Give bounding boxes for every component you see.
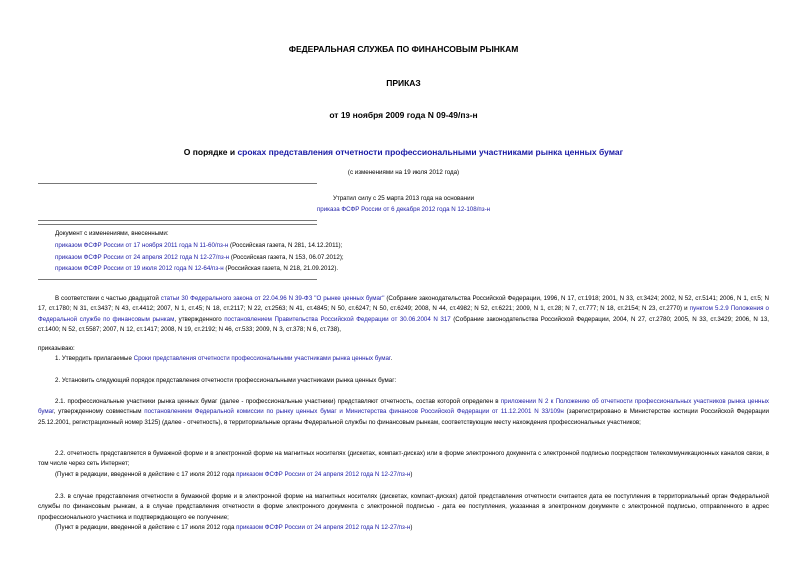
divider [38,224,317,225]
paragraph-2: 2. Установить следующий порядок представления отчетности профессиональными участниками рынка ценных бумаг: [55,377,397,384]
deadlines-link[interactable]: Сроки представления отчетности профессиональными участниками рынка ценных бумаг [133,355,391,362]
divider [38,183,317,184]
preamble-paragraph: В соответствии с частью двадцатой статьи 30 Федерального закона от 22.04.96 N 39-ФЗ "О рынке ценных бумаг" (Собрание законодательства Российской Федерации, 1996, N 17, ст.1918; 2001, N 33, ст.3424; 2002, N 52, ст.5141; 2006, N 1, ст.5; N 17, ст.1780; N 31, ст.3437; N 43, ст.4412; 2007, N 1, ст.45; N 18, ст.2117; N 22, ст.2563; N 41, ст.4845; N 50, ст.6247; N 50, ст.6249; 2008, N 44, ст.4982; N 52, ст.6221; 2009, N 1, ст.28; N 7, ст.777; N 18, ст.2154; N 23, ст.2770) и пунктом 5.2.9 Положения о Федеральной службе по финансовым рынкам, утвержденного постановлением Правительства Российской Федерации от 30.06.2004 N 317 (Собрание законодательства Российской Федерации, 2004, N 27, ст.2780; 2005, N 33, ст.3429; 2006, N 13, ст.1400; N 52, ст.5587; 2007, N 12, ст.1417; 2008, N 19, ст.2192; N 46, ст.533; 2009, N 3, ст.378; N 6, ст.738), [38,295,769,333]
amendments-intro: Документ с изменениями, внесенными: [55,230,169,237]
joint-decree-link[interactable]: постановлением Федеральной комиссии по рынку ценных бумаг и Министерства финансов Российской Федерации от 11.12.2001 N 33/109н [144,408,564,416]
appendix-link[interactable]: приложении N 2 к Положению об отчетности профессиональных участников рынка ценных бумаг [38,398,769,416]
document-title [0,147,807,157]
expired-notice: Утратил силу с 25 марта 2013 года на основании [332,195,475,202]
expired-link-line [0,205,807,215]
title-prefix: О порядке и [183,147,238,157]
amendment-link[interactable]: приказом ФСФР России от 19 июля 2012 года N 12-64/пз-н [55,265,224,272]
paragraph-2-2-note: (Пункт в редакции, введенной в действие с 17 июля 2012 года приказом ФСФР России от 24 апреля 2012 года N 12-27/пз-н) [55,471,413,478]
title-link[interactable]: сроках представления отчетности профессиональными участниками рынка ценных бумаг [237,147,624,157]
amendment-link[interactable]: приказом ФСФР России от 17 ноября 2011 года N 11-60/пз-н [55,242,229,249]
paragraph-2-3: 2.3. в случае представления отчетности в бумажной форме и в электронной форме на магнитных носителях (дискетах, компакт-дисках) датой представления отчетности считается дата ее поступления в территориальный орган Федеральной службы по финансовым рынкам, а в случае представления отчетности в форме электронного документа с электронной подписью - дата ее поступления, указанная в электронном документе с электронной подписью, отправленного в адрес профессионального участника и подтверждающего ее получение; [38,493,769,521]
amendment-item: приказом ФСФР России от 17 ноября 2011 года N 11-60/пз-н (Российская газета, N 281, 14.12.2011); [55,242,343,249]
divider [38,220,317,221]
government-decree-link[interactable]: постановлением Правительства Российской Федерации от 30.06.2004 N 317 [224,315,451,323]
amendment-link[interactable]: приказом ФСФР России от 24 апреля 2012 года N 12-27/пз-н [55,254,230,261]
expired-order-link[interactable]: приказа ФСФР России от 6 декабря 2012 года N 12-108/пз-н [316,206,491,213]
law-link[interactable]: статьи 30 Федерального закона от 22.04.96 N 39-ФЗ "О рынке ценных бумаг" [160,295,385,302]
organization-name: ФЕДЕРАЛЬНАЯ СЛУЖБА ПО ФИНАНСОВЫМ РЫНКАМ [288,44,519,54]
paragraph-1: 1. Утвердить прилагаемые Сроки представления отчетности профессиональными участниками рынка ценных бумаг. [55,355,393,362]
paragraph-2-2: 2.2. отчетность представляется в бумажной форме и в электронной форме на магнитных носителях (дискетах, компакт-дисках) или в форме электронного документа с электронной подписью посредством телекоммуникационных каналов связи, в том числе через сеть Интернет; [38,450,769,468]
revision-note: (с изменениями на 19 июля 2012 года) [347,169,460,176]
document-date-number: от 19 ноября 2009 года N 09-49/пз-н [329,110,478,120]
order-word: приказываю: [38,345,75,352]
paragraph-2-1: 2.1. профессиональные участники рынка ценных бумаг (далее - профессиональные участники) представляют отчетность, состав которой определен в приложении N 2 к Положению об отчетности профессиональных участников рынка ценных бумаг, утвержденному совместным постановлением Федеральной комиссии по рынку ценных бумаг и Министерства финансов Российской Федерации от 11.12.2001 N 33/109н (зарегистрировано в Министерстве юстиции Российской Федерации 25.12.2001, регистрационный номер 3125) (далее - отчетность), в территориальные органы Федеральной службы по финансовым рынкам, соответствующие месту нахождения профессиональных участников; [38,398,770,426]
amendment-order-link[interactable]: приказом ФСФР России от 24 апреля 2012 года N 12-27/пз-н [236,524,411,531]
amendment-item: приказом ФСФР России от 19 июля 2012 года N 12-64/пз-н (Российская газета, N 218, 21.09.2012). [55,265,339,272]
document-type: ПРИКАЗ [386,78,421,88]
amendment-item: приказом ФСФР России от 24 апреля 2012 года N 12-27/пз-н (Российская газета, N 153, 06.07.2012); [55,254,344,261]
amendment-order-link[interactable]: приказом ФСФР России от 24 апреля 2012 года N 12-27/пз-н [236,471,411,478]
divider [38,279,317,280]
regulation-link[interactable]: пунктом 5.2.9 Положения о Федеральной службе по финансовым рынкам [38,305,769,323]
paragraph-2-3-note: (Пункт в редакции, введенной в действие с 17 июля 2012 года приказом ФСФР России от 24 апреля 2012 года N 12-27/пз-н) [55,524,413,531]
